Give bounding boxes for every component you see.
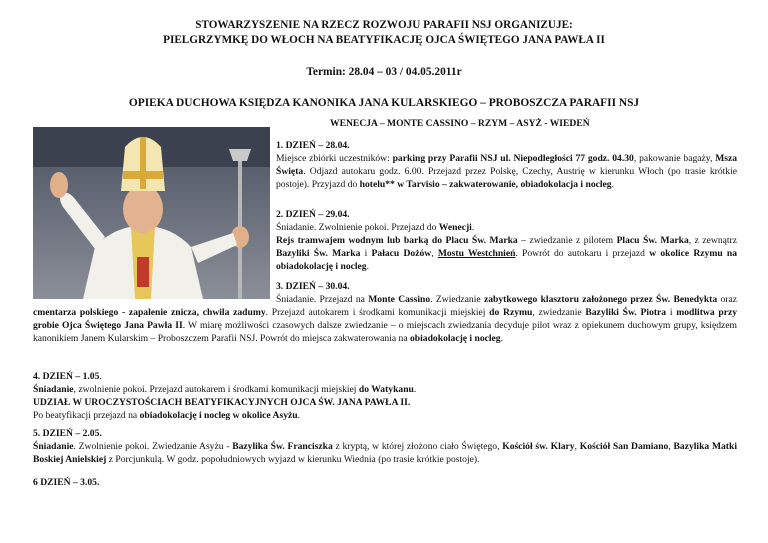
- day-3-title: 3. DZIEŃ – 30.04.: [276, 281, 350, 292]
- date-heading: Termin: 28.04 – 03 / 04.05.2011r: [306, 66, 462, 78]
- day-1: [276, 139, 737, 191]
- bold-text: Rejs tramwajem wodnym lub barką do Placu Św. Marka: [276, 235, 518, 246]
- text: , zwolnienie pokoi. Przejazd autokarem i środkami komunikacji miejskiej: [73, 384, 359, 395]
- bold-text: Monte Cassino: [368, 294, 431, 305]
- bold-text: Pałacu Dożów: [371, 248, 432, 259]
- bold-text: Wenecji: [438, 222, 472, 233]
- bold-text: Bazylika Matki Boskiej Anielskiej: [33, 441, 737, 465]
- bold-text: Bazylika Św. Franciszka: [232, 441, 333, 452]
- text: , pakowanie bagaży,: [633, 153, 716, 164]
- bold-text: w okolice Rzymu na obiadokolację i nocleg: [276, 248, 738, 272]
- text: . Zwolnienie pokoi. Zwiedzanie Asyżu -: [73, 441, 233, 452]
- bold-text: UDZIAŁ W UROCZYSTOŚCIACH BEATYFIKACYJNYCH OJCA ŚW. JANA PAWŁA II.: [33, 397, 411, 408]
- text: ,: [574, 441, 580, 452]
- text: .: [413, 384, 417, 395]
- bold-text: Placu Św. Marka: [616, 235, 689, 246]
- text: .: [611, 179, 615, 190]
- bold-text: Msza Święta: [276, 153, 738, 177]
- bold-text: Mostu Westchnień: [437, 248, 516, 259]
- day-2-title: 2. DZIEŃ – 29.04.: [276, 209, 350, 220]
- text: oraz: [717, 294, 737, 305]
- organizer-heading: STOWARZYSZENIE NA RZECZ ROZWOJU PARAFII NSJ ORGANIZUJE:: [195, 19, 573, 31]
- text: .: [500, 333, 504, 344]
- text: . Powrót do autokaru i przejazd: [515, 248, 650, 259]
- bold-text: do Rzymu: [489, 307, 533, 318]
- day-6: [33, 476, 737, 489]
- text: Miejsce zbiórki uczestników:: [276, 153, 393, 164]
- pope-photo: [33, 127, 270, 299]
- pilgrimage-heading: PIELGRZYMKĘ DO WŁOCH NA BEATYFIKACJĘ OJCA ŚWIĘTEGO JANA PAWŁA II: [163, 34, 605, 46]
- text: i: [360, 248, 372, 259]
- bold-text: Śniadanie: [33, 384, 74, 395]
- bold-text: parking przy Parafii NSJ ul. Niepodległości 77 godz. 04.30: [392, 153, 634, 164]
- bold-text: do Watykanu: [358, 384, 414, 395]
- day-2: [276, 208, 737, 273]
- day-1-title: 1. DZIEŃ – 28.04.: [276, 140, 350, 151]
- text: , zwiedzanie: [532, 307, 586, 318]
- text: – zwiedzanie z pilotem: [517, 235, 617, 246]
- text: .: [471, 222, 475, 233]
- bold-text: hotelu** w Tarvisio – zakwaterowanie, obiadokolacja i nocleg: [359, 179, 612, 190]
- day-5: [33, 427, 737, 466]
- day-3: [33, 293, 737, 345]
- text: . W miarę możliwości czasowych dalsze zwiedzanie – o miejscach zwiedzania decyduje pilot wraz z opiekunem duchowym grupy, księdzem kanonikiem Janem Kularskim – Proboszczem Parafii NSJ. Powrót do miejsca zakwaterowania na: [33, 320, 737, 344]
- text: .: [297, 410, 300, 421]
- text: Po beatyfikacji przejazd na: [33, 410, 140, 421]
- bold-text: Kościół San Damiano: [579, 441, 669, 452]
- route-heading: WENECJA – MONTE CASSINO – RZYM – ASYŻ - WIEDEŃ: [330, 118, 590, 129]
- text: Śniadanie. Przejazd na: [276, 294, 369, 305]
- bold-text: obiadokolację i nocleg w okolice Asyżu: [139, 410, 298, 421]
- day-4-title: 4. DZIEŃ – 1.05: [33, 371, 100, 382]
- day-6-title: 6 DZIEŃ – 3.05.: [33, 477, 100, 488]
- bold-text: Śniadanie: [33, 441, 74, 452]
- text: ,: [431, 248, 438, 259]
- bold-text: obiadokolację i nocleg: [410, 333, 501, 344]
- text: . Odjazd autokaru godz. 6.00. Przejazd przez Polskę, Czechy, Austrię w kierunku Włoch (po trasie krótkie postoje). Przyjazd do: [276, 166, 737, 190]
- day-4: [33, 370, 737, 422]
- bold-text: Bazyliki Św. Piotra: [585, 307, 667, 318]
- text: . Zwiedzanie: [430, 294, 484, 305]
- text: .: [99, 371, 102, 382]
- text: .: [366, 261, 370, 272]
- text: , z zewnątrz: [688, 235, 738, 246]
- bold-text: cmentarza polskiego - zapalenie znicza, chwila zadumy: [33, 307, 266, 318]
- text: ,: [668, 441, 674, 452]
- day-5-title: 5. DZIEŃ – 2.05.: [33, 428, 102, 439]
- text: Śniadanie. Zwolnienie pokoi. Przejazd do: [276, 222, 439, 233]
- bold-text: Kościół św. Klary: [502, 441, 575, 452]
- bold-text: Bazyliki Św. Marka: [276, 248, 361, 259]
- text: i: [666, 307, 677, 318]
- bold-text: zabytkowego klasztoru założonego przez Św. Benedykta: [483, 294, 718, 305]
- bold-text: modlitwa przy grobie Ojca Świętego Jana Pawła II: [33, 307, 738, 331]
- text: . Przejazd autokarem i środkami komunikacji miejskiej: [265, 307, 490, 318]
- text: z Porcjunkulą. W godz. popołudniowych wyjazd w kierunku Wiednia (po trasie krótkie postoje).: [106, 454, 480, 465]
- day-3-title-block: [276, 280, 737, 293]
- text: z kryptą, w której złożono ciało Świętego,: [332, 441, 503, 452]
- spiritual-care-heading: OPIEKA DUCHOWA KSIĘDZA KANONIKA JANA KULARSKIEGO – PROBOSZCZA PARAFII NSJ: [128, 97, 640, 109]
